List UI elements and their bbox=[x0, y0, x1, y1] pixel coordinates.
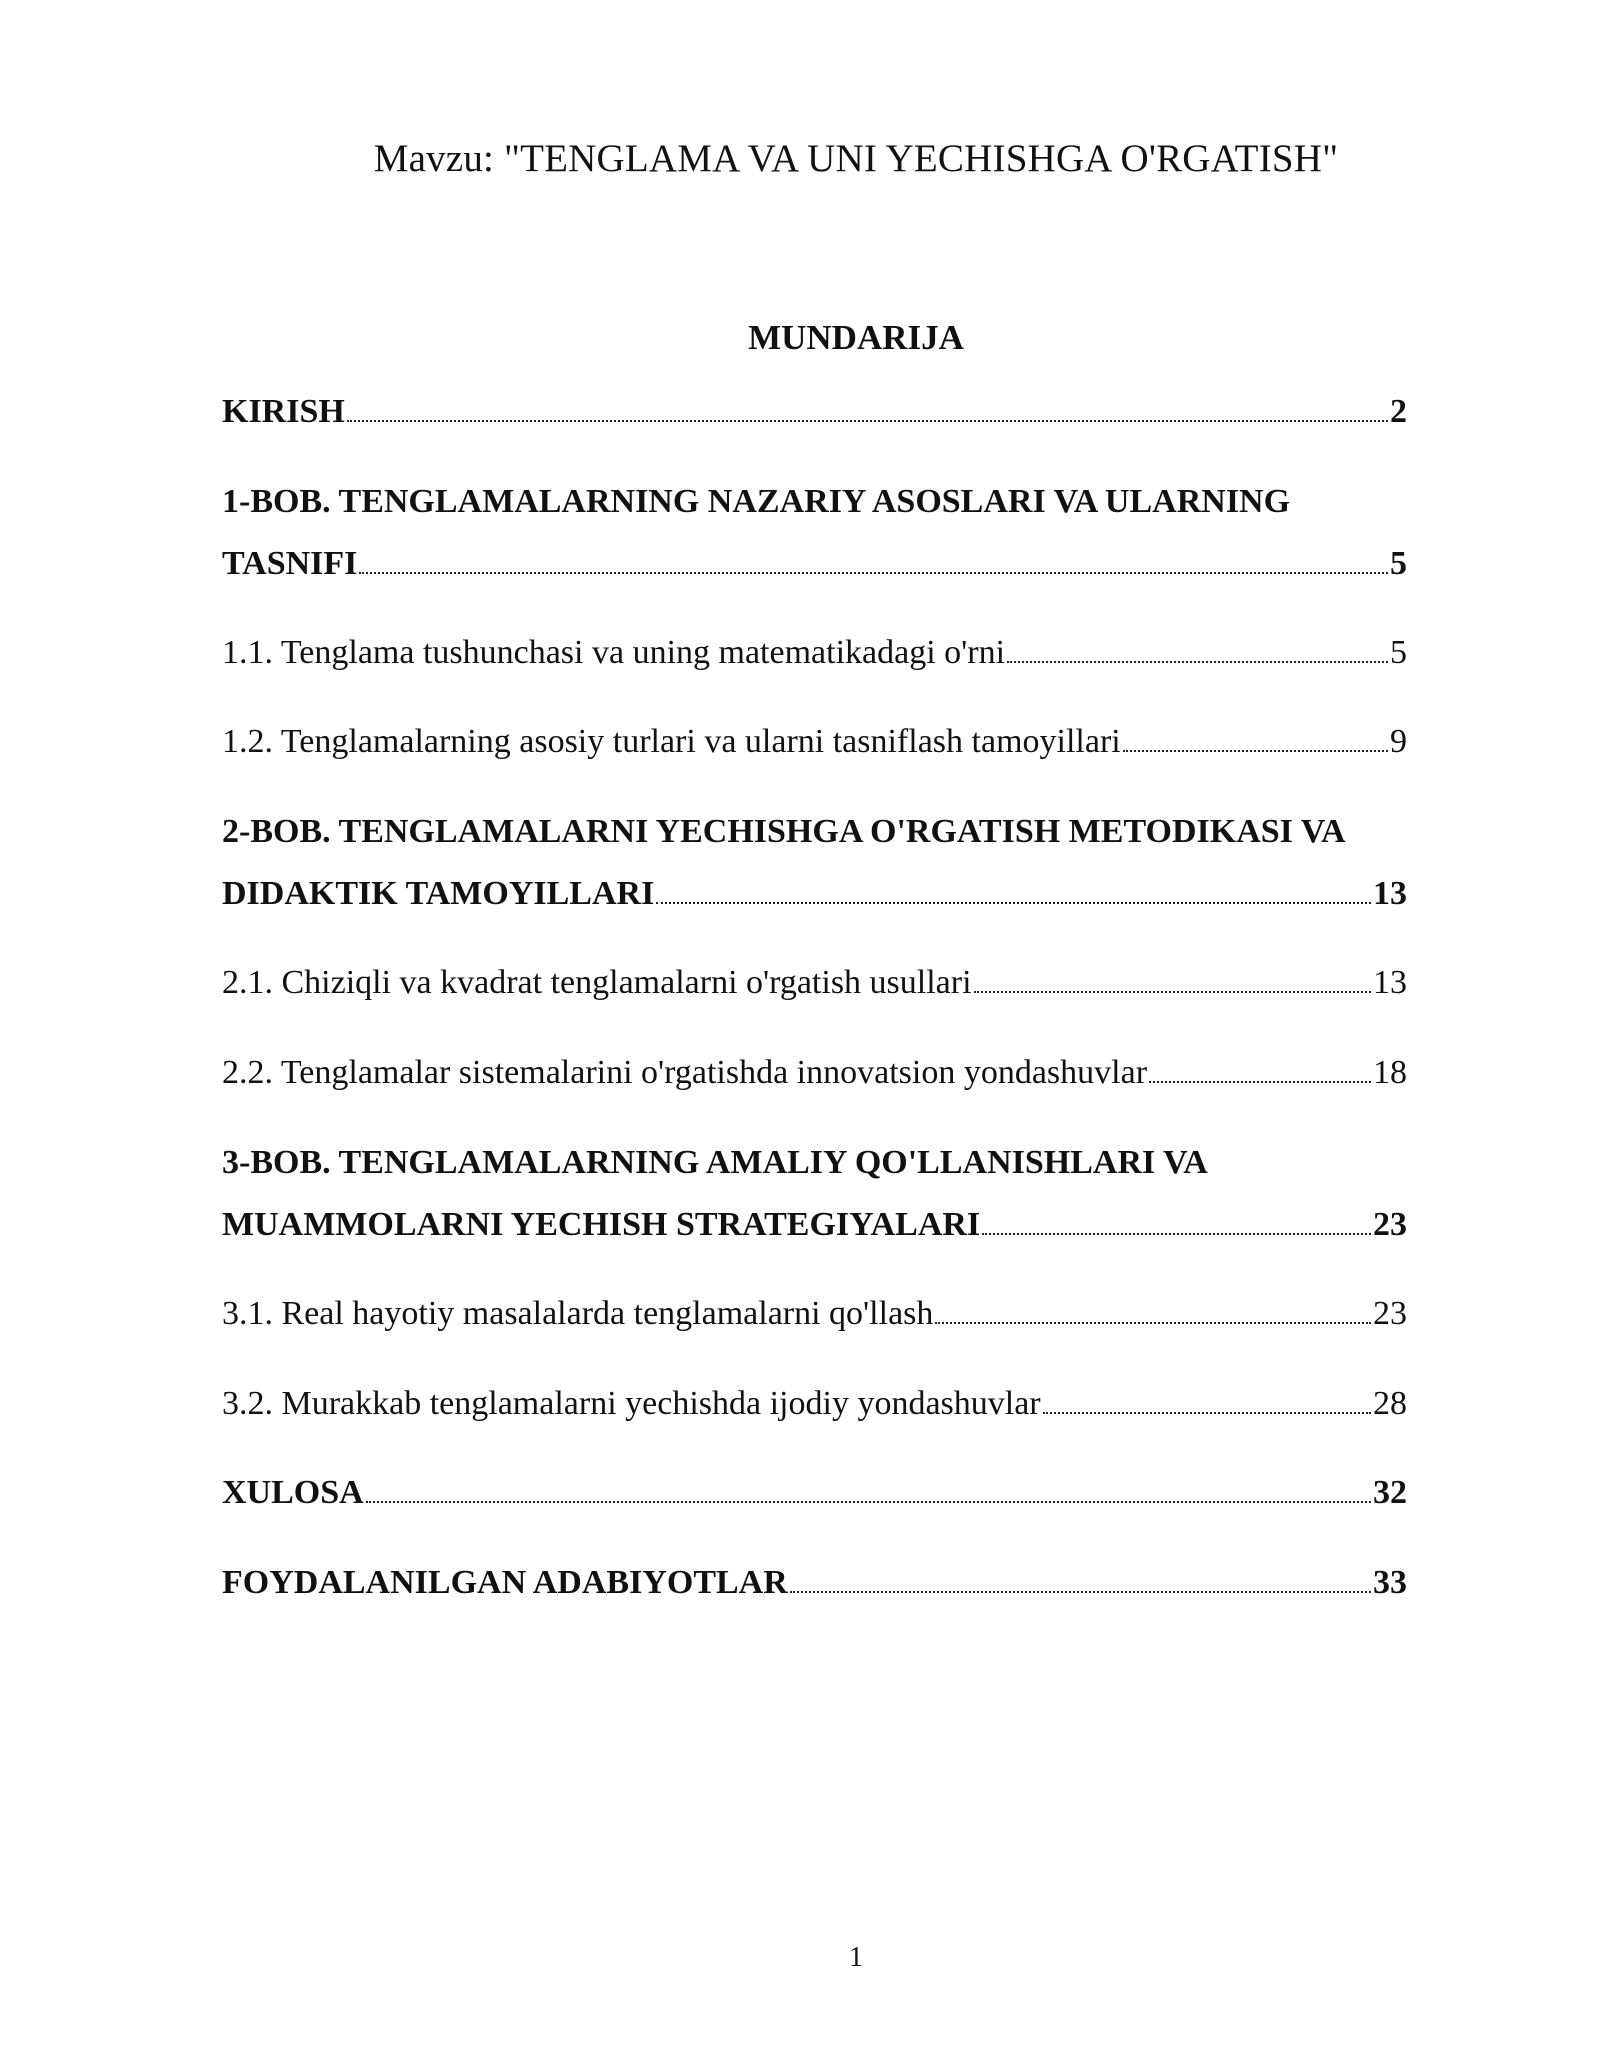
toc-entry-section-2-1[interactable] bbox=[222, 963, 1407, 1003]
toc-entry-page: 23 bbox=[1373, 1206, 1407, 1243]
toc-entry-page: 13 bbox=[1373, 875, 1407, 912]
dot-leader bbox=[359, 572, 1388, 574]
dot-leader bbox=[1149, 1081, 1371, 1083]
toc-entry-section-1-2[interactable] bbox=[222, 722, 1407, 762]
toc-entry-page: 5 bbox=[1390, 634, 1407, 671]
toc-entry-page: 28 bbox=[1373, 1385, 1407, 1422]
dot-leader bbox=[790, 1591, 1371, 1593]
toc-entry-title-line1: 1-BOB. TENGLAMALARNING NAZARIY ASOSLARI VA ULARNING bbox=[222, 483, 1291, 520]
toc-entry-title: 1.2. Tenglamalarning asosiy turlari va ularni tasniflash tamoyillari bbox=[222, 723, 1121, 760]
toc-entry-chapter-1[interactable] bbox=[222, 482, 1407, 584]
dot-leader bbox=[1043, 1412, 1371, 1414]
dot-leader bbox=[935, 1322, 1371, 1324]
toc-entry-section-3-1[interactable] bbox=[222, 1294, 1407, 1334]
toc-entry-title: 2.2. Tenglamalar sistemalarini o'rgatishda innovatsion yondashuvlar bbox=[222, 1054, 1148, 1091]
dot-leader bbox=[982, 1233, 1371, 1235]
dot-leader bbox=[656, 902, 1371, 904]
toc-entry-title: KIRISH bbox=[222, 393, 345, 430]
toc-entry-adabiyotlar[interactable] bbox=[222, 1563, 1407, 1603]
toc-entry-title: 2.1. Chiziqli va kvadrat tenglamalarni o'rgatish usullari bbox=[222, 964, 972, 1001]
toc-entry-page: 5 bbox=[1390, 545, 1407, 582]
toc-entry-title: MUAMMOLARNI YECHISH STRATEGIYALARI bbox=[222, 1206, 981, 1243]
toc-entry-section-1-1[interactable] bbox=[222, 633, 1407, 673]
toc-entry-page: 9 bbox=[1390, 723, 1407, 760]
toc-entry-section-3-2[interactable] bbox=[222, 1384, 1407, 1424]
dot-leader bbox=[1007, 661, 1388, 663]
toc-entry-title: 3.2. Murakkab tenglamalarni yechishda ijodiy yondashuvlar bbox=[222, 1385, 1041, 1422]
toc-entry-page: 13 bbox=[1373, 964, 1407, 1001]
toc-entry-title: 1.1. Tenglama tushunchasi va uning matematikadagi o'rni bbox=[222, 634, 1006, 671]
dot-leader bbox=[347, 420, 1388, 422]
toc-entry-title-line1: 3-BOB. TENGLAMALARNING AMALIY QO'LLANISHLARI VA bbox=[222, 1144, 1208, 1181]
toc-entry-section-2-2[interactable] bbox=[222, 1053, 1407, 1093]
toc-heading: MUNDARIJA bbox=[748, 318, 964, 357]
toc-entry-title: DIDAKTIK TAMOYILLARI bbox=[222, 875, 655, 912]
toc-entry-page: 18 bbox=[1373, 1054, 1407, 1091]
toc-entry-page: 32 bbox=[1373, 1474, 1407, 1511]
toc-entry-title: 3.1. Real hayotiy masalalarda tenglamalarni qo'llash bbox=[222, 1295, 934, 1332]
toc-entry-title: TASNIFI bbox=[222, 545, 358, 582]
dot-leader bbox=[366, 1501, 1371, 1503]
toc-entry-page: 23 bbox=[1373, 1295, 1407, 1332]
toc-entry-kirish[interactable] bbox=[222, 392, 1407, 432]
page-number: 1 bbox=[849, 1942, 863, 1973]
toc-entry-chapter-3[interactable] bbox=[222, 1143, 1407, 1245]
dot-leader bbox=[974, 991, 1371, 993]
toc-entry-title: XULOSA bbox=[222, 1474, 364, 1511]
toc-entry-chapter-2[interactable] bbox=[222, 812, 1407, 914]
topic-title: Mavzu: "TENGLAMA VA UNI YECHISHGA O'RGATISH" bbox=[373, 137, 1339, 180]
toc-entry-xulosa[interactable] bbox=[222, 1473, 1407, 1513]
toc-entry-title: FOYDALANILGAN ADABIYOTLAR bbox=[222, 1564, 788, 1601]
toc-entry-page: 33 bbox=[1373, 1564, 1407, 1601]
dot-leader bbox=[1123, 750, 1388, 752]
toc-entry-page: 2 bbox=[1390, 393, 1407, 430]
toc-entry-title-line1: 2-BOB. TENGLAMALARNI YECHISHGA O'RGATISH METODIKASI VA bbox=[222, 813, 1346, 850]
